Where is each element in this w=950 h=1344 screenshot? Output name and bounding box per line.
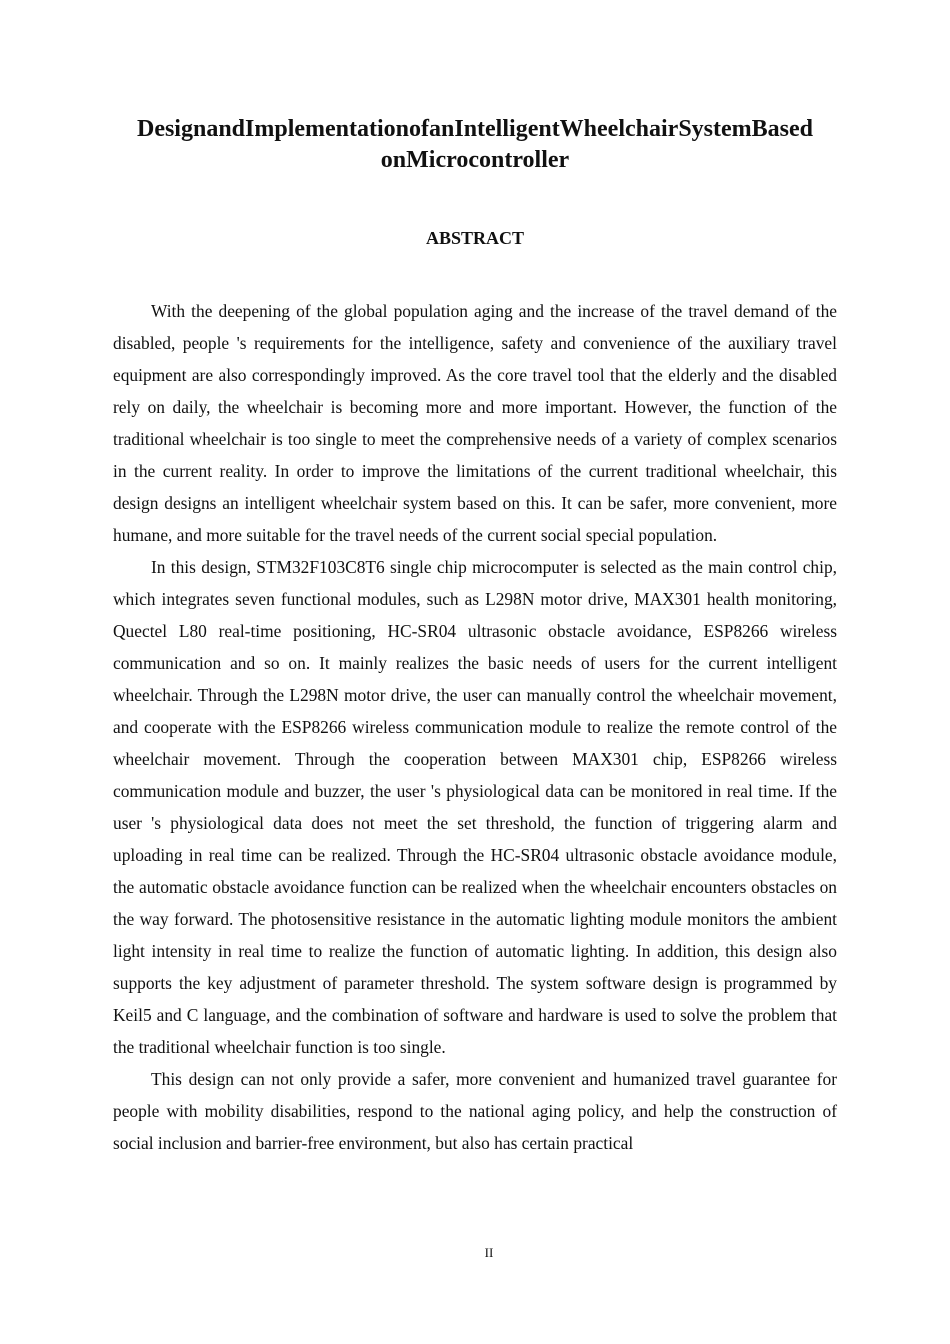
abstract-heading: ABSTRACT: [425, 228, 525, 248]
abstract-body: [113, 295, 837, 1159]
abstract-paragraph-3: This design can not only provide a safer, more convenient and humanized travel guarantee for people with mobility disabilities, respond to the national aging policy, and help the construction of social inclusion and barrier-free environment, but also has certain practical: [113, 1069, 837, 1153]
abstract-paragraph-2: In this design, STM32F103C8T6 single chip microcomputer is selected as the main control chip, which integrates seven functional modules, such as L298N motor drive, MAX301 health monitoring, Quectel L80 real-time positioning, HC-SR04 ultrasonic obstacle avoidance, ESP8266 wireless communication and so on. It mainly realizes the basic needs of users for the current intelligent wheelchair. Through the L298N motor drive, the user can manually control the wheelchair movement, and cooperate with the ESP8266 wireless communication module to realize the remote control of the wheelchair movement. Through the cooperation between MAX301 chip, ESP8266 wireless communication module and buzzer, the user 's physiological data can be monitored in real time. If the user 's physiological data does not meet the set threshold, the function of triggering alarm and uploading in real time can be realized. Through the HC-SR04 ultrasonic obstacle avoidance module, the automatic obstacle avoidance function can be realized when the wheelchair encounters obstacles on the way forward. The photosensitive resistance in the automatic lighting module monitors the ambient light intensity in real time to realize the function of automatic lighting. In addition, this design also supports the key adjustment of parameter threshold. The system software design is programmed by Keil5 and C language, and the combination of software and hardware is used to solve the problem that the traditional wheelchair function is too single.: [113, 557, 837, 1057]
document-title: DesignandImplementationofanIntelligentWheelchairSystemBased onMicrocontroller: [136, 116, 813, 173]
page-number: II: [484, 1245, 494, 1260]
abstract-paragraph-1: With the deepening of the global population aging and the increase of the travel demand of the disabled, people 's requirements for the intelligence, safety and convenience of the auxiliary travel equipment are also correspondingly improved. As the core travel tool that the elderly and the disabled rely on daily, the wheelchair is becoming more and more important. However, the function of the traditional wheelchair is too single to meet the comprehensive needs of a variety of complex scenarios in the current reality. In order to improve the limitations of the current traditional wheelchair, this design designs an intelligent wheelchair system based on this. It can be safer, more convenient, more humane, and more suitable for the travel needs of the current social special population.: [113, 301, 837, 545]
